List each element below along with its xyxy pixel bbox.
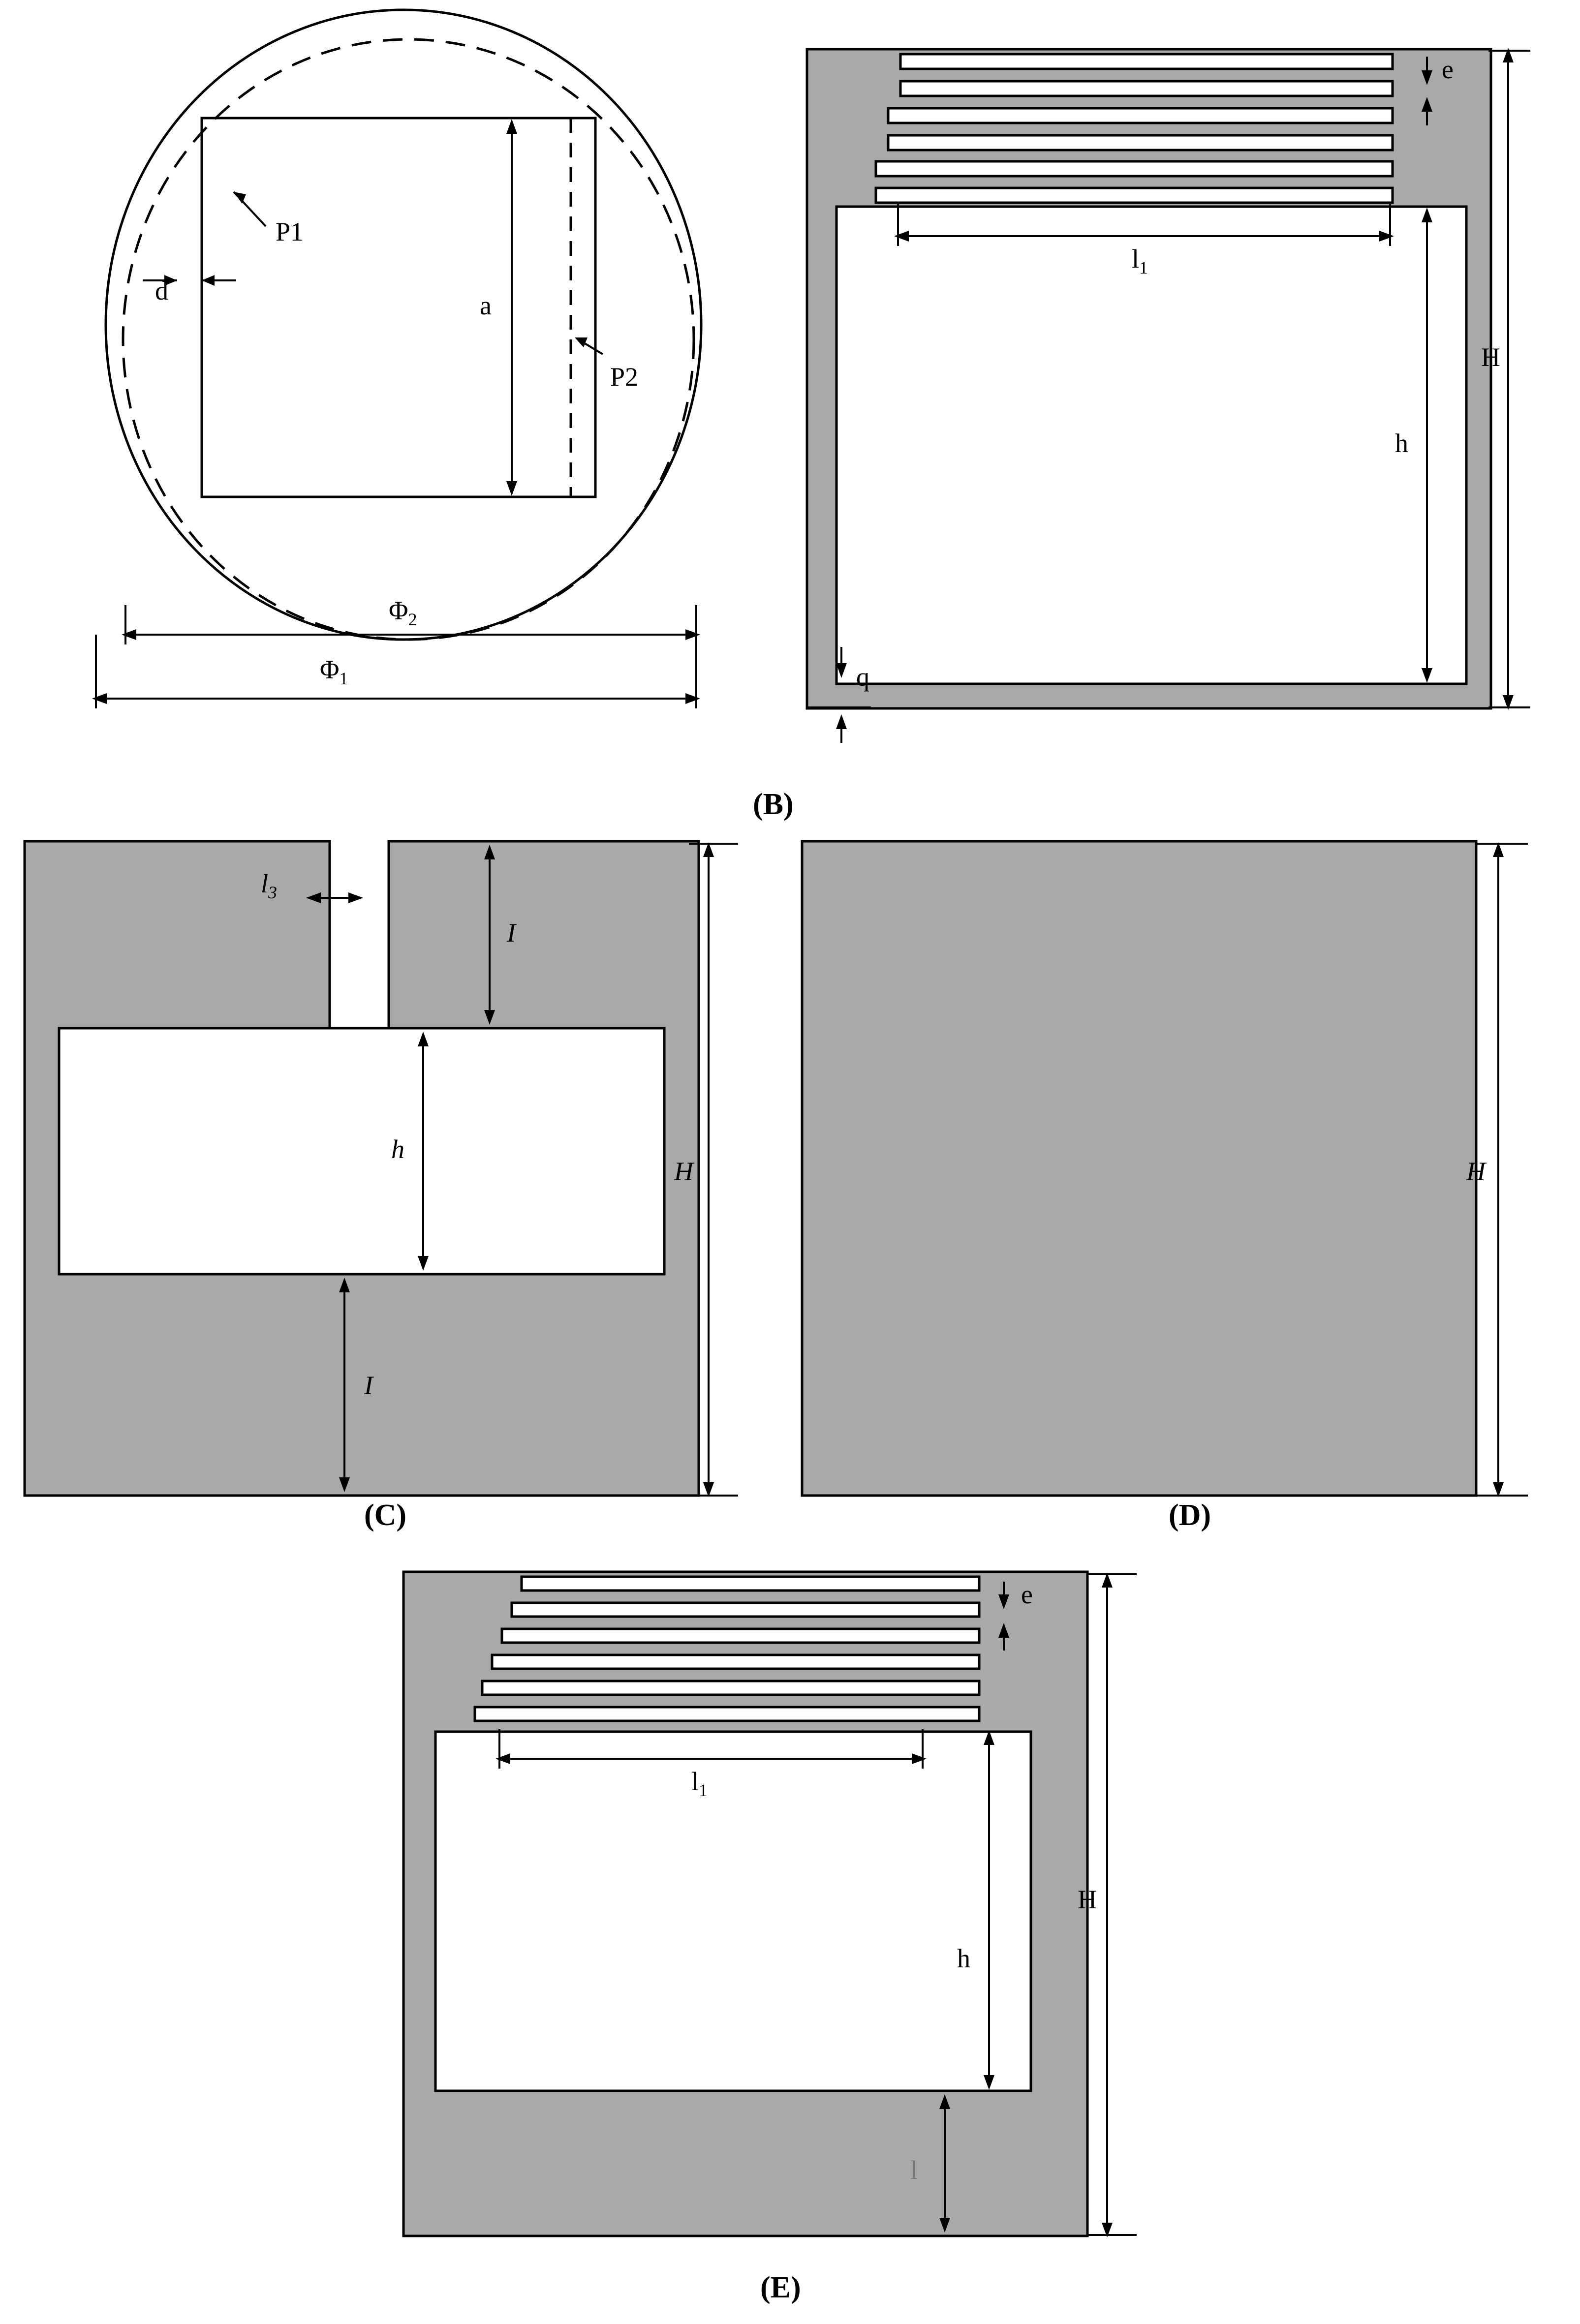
label-e-b: e: [1442, 55, 1454, 84]
label-phi2: $\Phi_2$: [389, 596, 417, 629]
label-hh-c: H: [674, 1157, 693, 1186]
panel-a: [30, 0, 758, 797]
label-l-bottom-e: l: [910, 2155, 918, 2185]
panel-a-drawing: [30, 0, 758, 797]
caption-b: (B): [753, 788, 794, 821]
label-hh-d: H: [1466, 1157, 1486, 1186]
label-l3-c: $l_3$: [261, 869, 278, 902]
panel-c: [15, 831, 763, 1520]
label-a: a: [480, 291, 492, 320]
label-l1-b: $l_1$: [1132, 244, 1148, 277]
caption-c: (C): [364, 1498, 407, 1532]
label-i-bottom-c: I: [364, 1371, 373, 1400]
panel-e-drawing: [389, 1562, 1156, 2265]
label-q-b: q: [856, 662, 869, 692]
label-d: d: [155, 276, 168, 306]
label-phi1: $\Phi_1$: [320, 655, 348, 688]
caption-d: (D): [1169, 1498, 1211, 1532]
label-h-e: h: [957, 1944, 970, 1973]
panel-b-drawing: [792, 34, 1540, 802]
panel-d: [792, 831, 1540, 1520]
panel-d-drawing: [792, 831, 1540, 1520]
panel-c-drawing: [15, 831, 763, 1520]
label-hh-b: H: [1481, 342, 1500, 372]
label-hh-e: H: [1078, 1885, 1097, 1914]
caption-e: (E): [760, 2271, 801, 2304]
label-h-c: h: [391, 1134, 404, 1164]
label-i-top-c: I: [507, 918, 516, 948]
panel-e: [389, 1562, 1156, 2265]
panel-b: [792, 34, 1540, 802]
label-p2: P2: [610, 362, 639, 392]
label-e-e: e: [1021, 1580, 1033, 1609]
label-l1-e: $l_1$: [691, 1767, 708, 1800]
label-p1: P1: [276, 217, 304, 246]
label-h-b: h: [1395, 428, 1408, 458]
